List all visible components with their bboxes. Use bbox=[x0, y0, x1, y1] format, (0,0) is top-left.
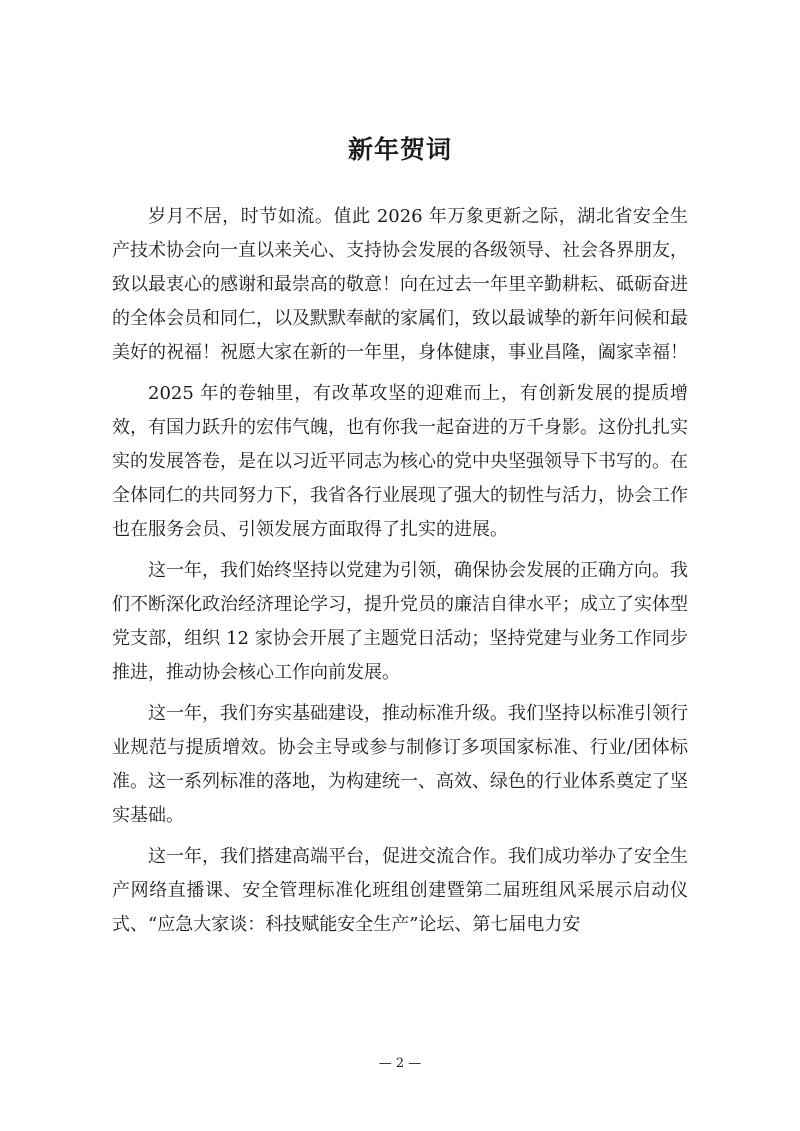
page-number: — 2 — bbox=[378, 1056, 422, 1071]
paragraph-2025-review: 2025 年的卷轴里，有改革攻坚的迎难而上，有创新发展的提质增效，有国力跃升的宏伟气魄，也有你我一起奋进的万千身影。这份扎扎实实的发展答卷，是在以习近平同志为核心的党中央坚强领导下书写的。在全体同仁的共同努力下，我省各行业展现了强大的韧性与活力，协会工作也在服务会员、引领发展方面取得了扎实的进展。 bbox=[112, 383, 688, 540]
paragraph-greeting: 岁月不居，时节如流。值此 2026 年万象更新之际，湖北省安全生产技术协会向一直以来关心、支持协会发展的各级领导、社会各界朋友，致以最衷心的感谢和最崇高的敬意！向在过去一年里辛勤耕耘、砥砺奋进的全体会员和同仁，以及默默奉献的家属们，致以最诚挚的新年问候和最美好的祝福！祝愿大家在新的一年里，身体健康，事业昌隆，阖家幸福！ bbox=[112, 206, 688, 363]
page-title: 新年贺词 bbox=[347, 135, 452, 164]
paragraph-standards: 这一年，我们夯实基础建设，推动标准升级。我们坚持以标准引领行业规范与提质增效。协会主导或参与制修订多项国家标准、行业/团体标准。这一系列标准的落地，为构建统一、高效、绿色的行业体系奠定了坚实基础。 bbox=[112, 703, 688, 826]
paragraph-party-building: 这一年，我们始终坚持以党建为引领，确保协会发展的正确方向。我们不断深化政治经济理论学习，提升党员的廉洁自律水平；成立了实体型党支部，组织 12 家协会开展了主题党日活动；坚持党建与业务工作同步推进，推动协会核心工作向前发展。 bbox=[112, 560, 688, 683]
document-body bbox=[112, 200, 688, 949]
paragraph-platforms: 这一年，我们搭建高端平台，促进交流合作。我们成功举办了安全生产网络直播课、安全管理标准化班组创建暨第二届班组风采展示启动仪式、“应急大家谈：科技赋能安全生产”论坛、第七届电力安 bbox=[112, 846, 688, 935]
